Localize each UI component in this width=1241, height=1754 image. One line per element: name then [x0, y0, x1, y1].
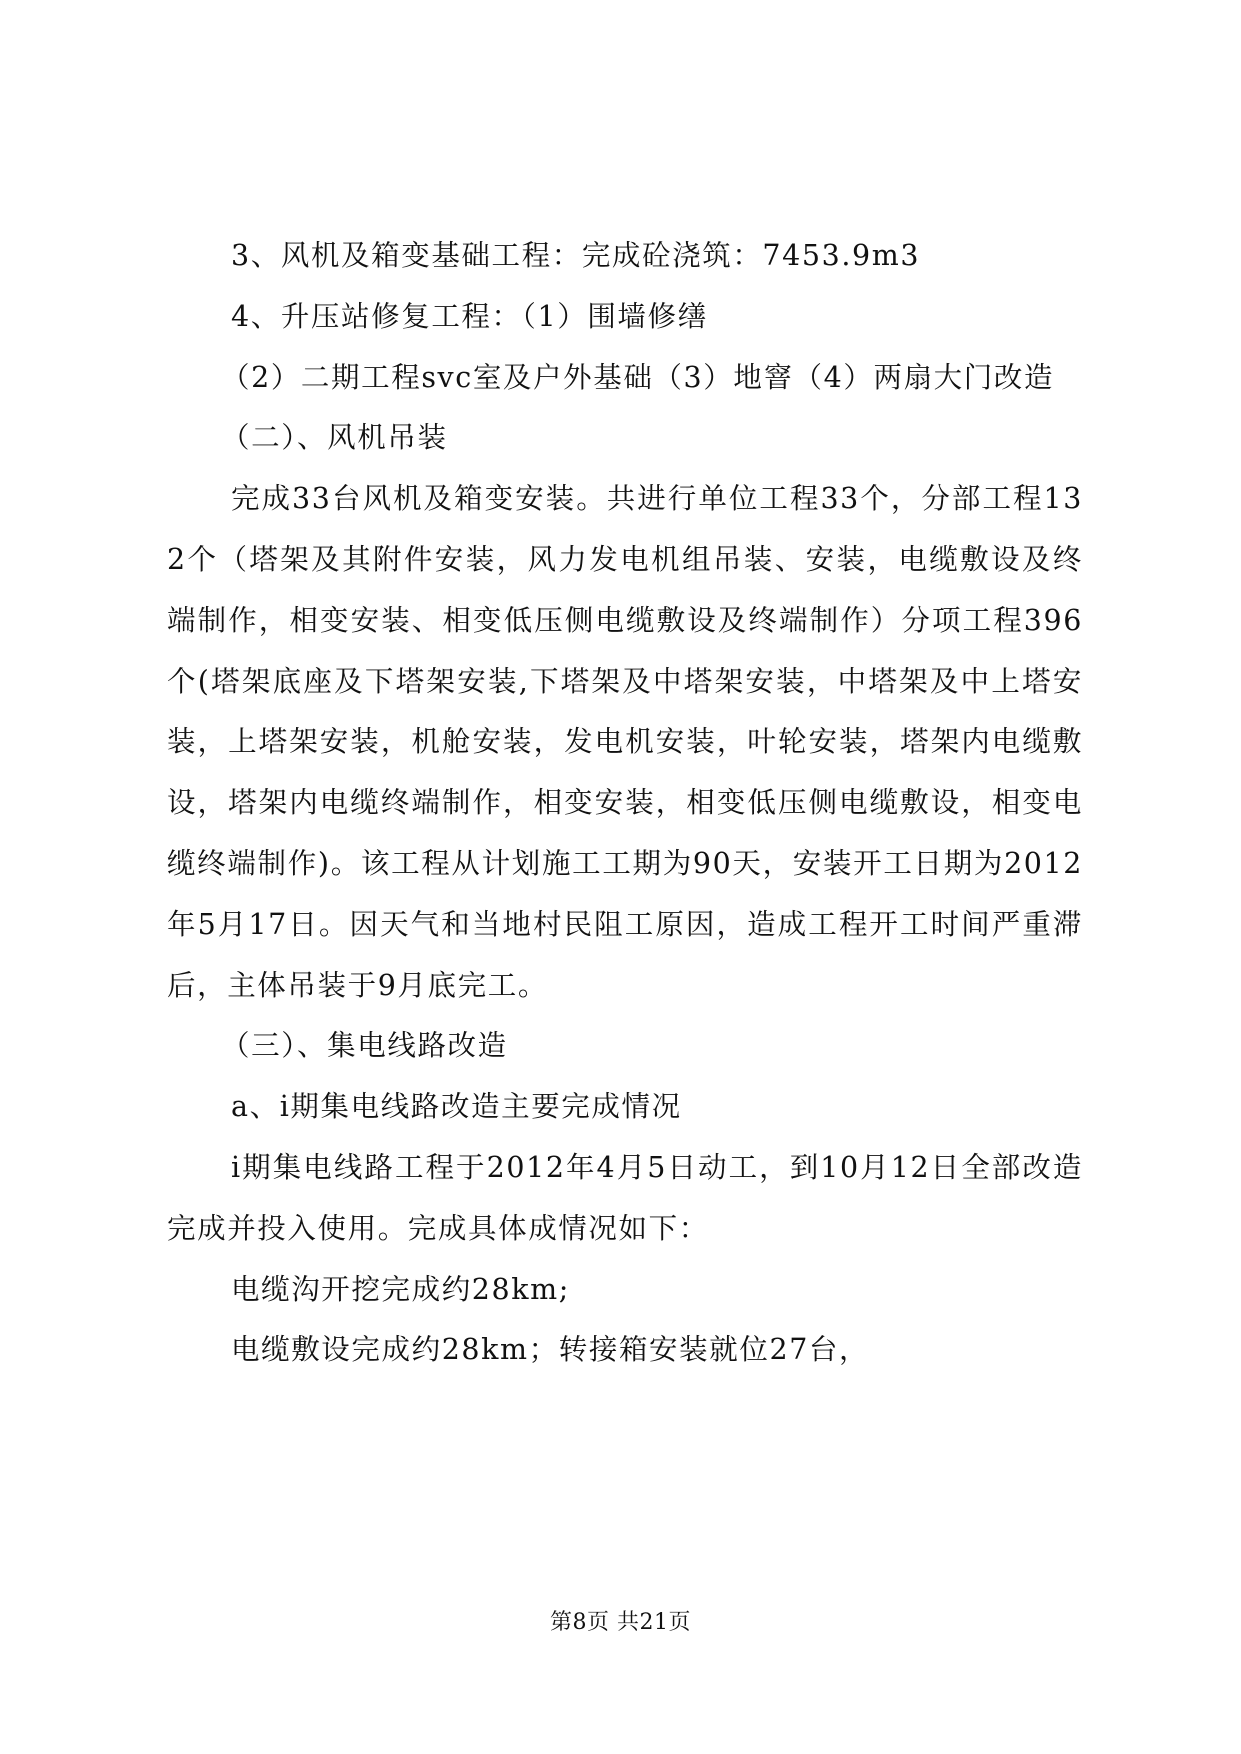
subheading-phase-one-status: a、ⅰ期集电线路改造主要完成情况 [231, 1090, 682, 1124]
paragraph-substation-repair: 4、升压站修复工程：（1）围墙修缮 [231, 299, 708, 333]
paragraph-turbine-installation: 完成33台风机及箱变安装。共进行单位工程33个，分部工程132个（塔架及其附件安装，风力发电机组吊装、安装，电缆敷设及终端制作，相变安装、相变低压侧电缆敷设及终端制作）分项工程396个(塔架底座及下塔架安装,下塔架及中塔架安装，中塔架及中上塔安装，上塔架安装，机舱安装，发电机安装，叶轮安装，塔架内电缆敷设，塔架内电缆终端制作，相变安装，相变低压侧电缆敷设，相变电缆终端制作)。该工程从计划施工工期为90天，安装开工日期为2012年5月17日。因天气和当地村民阻工原因，造成工程开工时间严重滞后，主体吊装于9月底完工。 [167, 482, 1083, 1002]
paragraph-cable-trench: 电缆沟开挖完成约28km; [231, 1272, 570, 1306]
paragraph-foundation-works: 3、风机及箱变基础工程：完成砼浇筑：7453.9m3 [231, 239, 921, 272]
paragraph-cable-laying: 电缆敷设完成约28km；转接箱安装就位27台， [231, 1333, 870, 1367]
document-body [167, 226, 1083, 1381]
paragraph-phase-one-schedule: ⅰ期集电线路工程于2012年4月5日动工，到10月12日全部改造完成并投入使用。完成具体成情况如下： [167, 1150, 1083, 1245]
section-heading-collector-line: （三）、集电线路改造 [221, 1029, 508, 1063]
section-heading-turbine-hoisting: （二）、风机吊装 [221, 421, 448, 455]
page-number-footer: 第8页 共21页 [550, 1610, 691, 1635]
paragraph-substation-items: （2）二期工程svc室及户外基础（3）地窨（4）两扇大门改造 [221, 360, 1055, 394]
